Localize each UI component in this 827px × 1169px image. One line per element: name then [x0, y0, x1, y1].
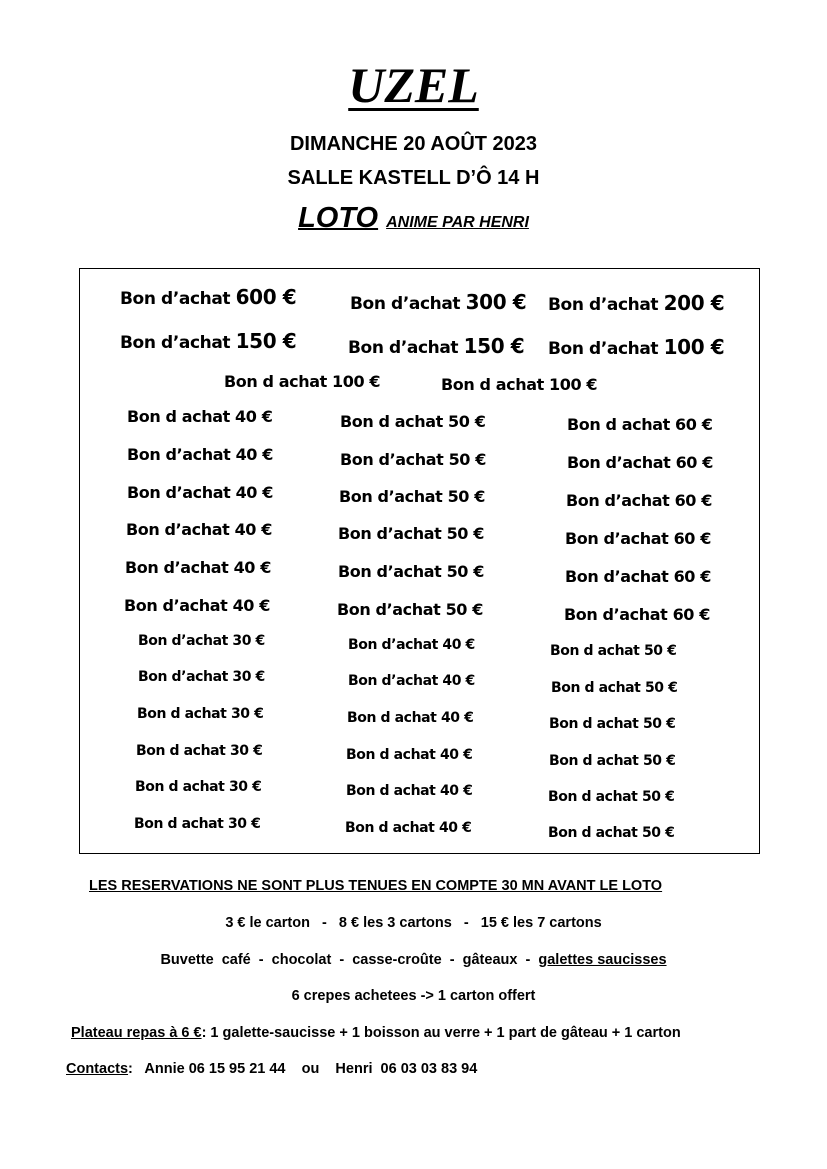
- prize-item: Bon d achat 50 €: [549, 716, 676, 732]
- prize-amount: 200 €: [663, 291, 725, 315]
- prize-item: Bon d achat 40 €: [347, 710, 474, 726]
- buvette-items: Buvette café - chocolat - casse-croûte - gâteaux -: [160, 952, 539, 968]
- prize-item: Bon d achat 50 €: [340, 412, 486, 431]
- prize-item: Bon d achat 40 €: [346, 783, 473, 799]
- prize-item: Bon d’achat 40 €: [127, 445, 273, 464]
- plateau-repas: [71, 1025, 681, 1041]
- prize-item: Bon d’achat 30 €: [138, 633, 265, 649]
- carton-prices: 3 € le carton - 8 € les 3 cartons - 15 € les 7 cartons: [225, 915, 602, 931]
- prize-item: Bon d achat 50 €: [549, 753, 676, 769]
- prize-item: Bon d achat 50 €: [551, 680, 678, 696]
- prize-item: Bon d achat 50 €: [548, 825, 675, 841]
- prize-item: Bon d’achat 40 €: [348, 673, 475, 689]
- prize-item: Bon d’achat 60 €: [567, 453, 713, 472]
- page-title: UZEL: [348, 57, 479, 113]
- prize-item: Bon d’achat 50 €: [339, 487, 485, 506]
- prize-item: [120, 285, 296, 309]
- prize-amount: 150 €: [463, 334, 525, 358]
- prize-item: Bon d’achat 50 €: [340, 450, 486, 469]
- buvette-line: [0, 952, 827, 968]
- prize-amount: 600 €: [235, 285, 297, 309]
- prize-item: Bon d’achat 50 €: [338, 524, 484, 543]
- contacts: [66, 1061, 477, 1077]
- prize-label: Bon d’achat: [350, 294, 466, 314]
- event-host: ANIME PAR HENRI: [386, 214, 529, 231]
- event-heading: [0, 202, 827, 235]
- prize-label: Bon d’achat: [120, 289, 236, 309]
- prize-label: Bon d’achat: [548, 339, 664, 359]
- prize-item: Bon d’achat 40 €: [348, 637, 475, 653]
- event-date: DIMANCHE 20 AOÛT 2023: [289, 133, 538, 155]
- prize-amount: 100 €: [663, 335, 725, 359]
- prize-item: Bon d achat 40 €: [127, 407, 273, 426]
- plateau-details: : 1 galette-saucisse + 1 boisson au verre + 1 part de gâteau + 1 carton: [201, 1025, 681, 1041]
- contacts-details: : Annie 06 15 95 21 44 ou Henri 06 03 03 83 94: [128, 1061, 478, 1077]
- prize-label: Bon d’achat: [120, 333, 236, 353]
- prize-item: Bon d achat 30 €: [135, 779, 262, 795]
- event-name: LOTO: [298, 202, 379, 234]
- prize-amount: 300 €: [465, 290, 527, 314]
- prize-label: Bon d’achat: [548, 295, 664, 315]
- event-venue: SALLE KASTELL D’Ô 14 H: [287, 167, 540, 189]
- prize-item: Bon d achat 100 €: [441, 375, 598, 394]
- prize-item: Bon d achat 30 €: [136, 743, 263, 759]
- prize-item: Bon d’achat 40 €: [126, 520, 272, 539]
- prize-item: [348, 334, 524, 358]
- prize-item: [120, 329, 296, 353]
- prize-item: Bon d’achat 50 €: [338, 562, 484, 581]
- buvette-galettes: galettes saucisses: [538, 952, 667, 968]
- prize-item: Bon d achat 60 €: [567, 415, 713, 434]
- prize-item: Bon d’achat 60 €: [565, 567, 711, 586]
- prize-item: Bon d achat 40 €: [346, 747, 473, 763]
- prize-item: [548, 291, 724, 315]
- prize-item: Bon d achat 30 €: [134, 816, 261, 832]
- prize-item: Bon d’achat 40 €: [124, 596, 270, 615]
- prize-item: Bon d’achat 30 €: [138, 669, 265, 685]
- contacts-label: Contacts: [66, 1061, 129, 1077]
- prize-item: Bon d achat 50 €: [548, 789, 675, 805]
- prize-item: Bon d’achat 60 €: [565, 529, 711, 548]
- prize-label: Bon d’achat: [348, 338, 464, 358]
- prize-item: Bon d’achat 40 €: [125, 558, 271, 577]
- prize-item: Bon d’achat 60 €: [564, 605, 710, 624]
- prize-item: Bon d’achat 60 €: [566, 491, 712, 510]
- prize-item: Bon d achat 100 €: [224, 372, 381, 391]
- prize-amount: 150 €: [235, 329, 297, 353]
- prize-item: Bon d’achat 50 €: [337, 600, 483, 619]
- prize-item: Bon d achat 30 €: [137, 706, 264, 722]
- crepes-offer: 6 crepes achetees -> 1 carton offert: [291, 988, 536, 1004]
- prize-item: [548, 335, 724, 359]
- plateau-label: Plateau repas à 6 €: [71, 1025, 202, 1041]
- prize-item: Bon d achat 50 €: [550, 643, 677, 659]
- reservations-notice: LES RESERVATIONS NE SONT PLUS TENUES EN COMPTE 30 MN AVANT LE LOTO: [89, 878, 663, 894]
- prize-item: Bon d achat 40 €: [345, 820, 472, 836]
- prize-item: [350, 290, 526, 314]
- prize-item: Bon d’achat 40 €: [127, 483, 273, 502]
